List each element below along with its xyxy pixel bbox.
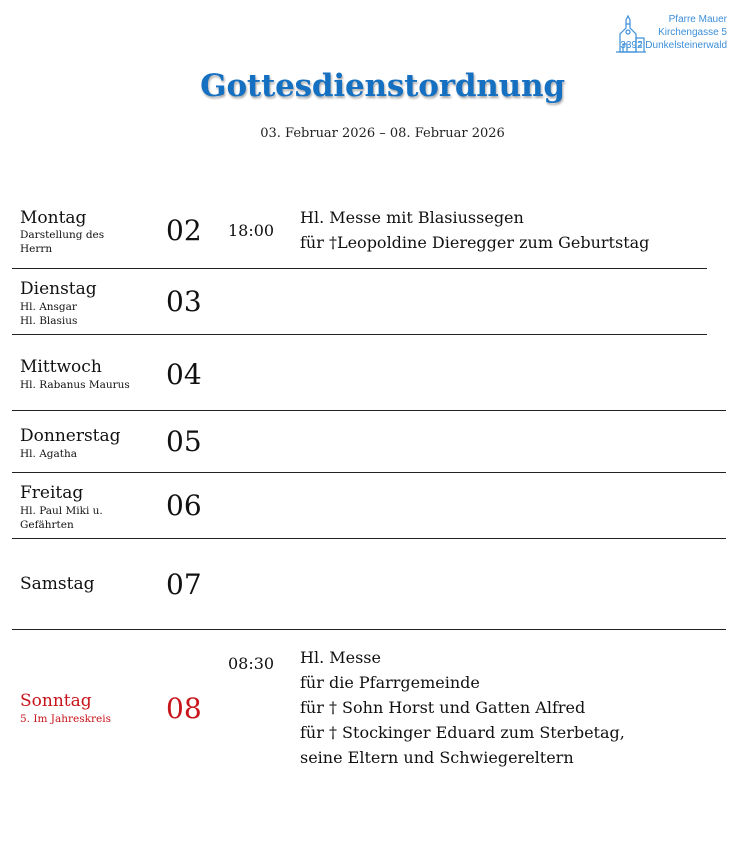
event-line: seine Eltern und Schwiegereltern	[300, 748, 574, 767]
saint-line: 5. Im Jahreskreis	[20, 713, 111, 725]
day-row-monday	[12, 205, 707, 269]
parish-name: Pfarre Mauer	[668, 14, 727, 25]
day-date: 05	[166, 425, 202, 458]
day-row-saturday	[12, 539, 726, 630]
saint-line: Hl. Paul Miki u.	[20, 505, 103, 517]
day-date: 07	[166, 568, 202, 601]
date-range: 03. Februar 2026 – 08. Februar 2026	[260, 126, 505, 141]
saint-line: Hl. Rabanus Maurus	[20, 379, 130, 391]
day-date: 08	[166, 692, 202, 725]
day-date: 03	[166, 285, 202, 318]
parish-address	[620, 13, 727, 52]
day-name: Samstag	[20, 574, 95, 594]
saint-line: Hl. Agatha	[20, 448, 77, 460]
day-row-friday	[12, 473, 726, 539]
page-title: Gottesdienstordnung	[200, 68, 565, 104]
day-name: Sonntag	[20, 691, 92, 711]
day-name: Dienstag	[20, 279, 97, 299]
day-row-tuesday	[12, 269, 707, 335]
day-row-wednesday	[12, 335, 726, 411]
parish-street: Kirchengasse 5	[658, 27, 727, 38]
event-line: Hl. Messe	[300, 648, 381, 667]
parish-city: 3392 Dunkelsteinerwald	[620, 40, 727, 51]
day-date: 02	[166, 214, 202, 247]
day-row-thursday	[12, 411, 726, 473]
day-date: 06	[166, 489, 202, 522]
day-name: Mittwoch	[20, 357, 102, 377]
day-name: Donnerstag	[20, 426, 121, 446]
event-line: Hl. Messe mit Blasiussegen	[300, 208, 524, 227]
saint-line: Herrn	[20, 243, 53, 255]
event-line: für † Stockinger Eduard zum Sterbetag,	[300, 723, 625, 742]
event-line: für die Pfarrgemeinde	[300, 673, 480, 692]
saint-line: Gefährten	[20, 519, 74, 531]
day-row-sunday	[12, 630, 726, 780]
event-line: für † Sohn Horst und Gatten Alfred	[300, 698, 586, 717]
saint-line: Darstellung des	[20, 229, 105, 241]
service-time: 18:00	[228, 221, 275, 240]
service-time: 08:30	[228, 654, 275, 673]
saint-line: Hl. Blasius	[20, 315, 78, 327]
event-line: für †Leopoldine Dieregger zum Geburtstag	[300, 233, 650, 252]
saint-line: Hl. Ansgar	[20, 301, 77, 313]
day-name: Montag	[20, 208, 87, 228]
day-date: 04	[166, 358, 202, 391]
day-name: Freitag	[20, 483, 84, 503]
